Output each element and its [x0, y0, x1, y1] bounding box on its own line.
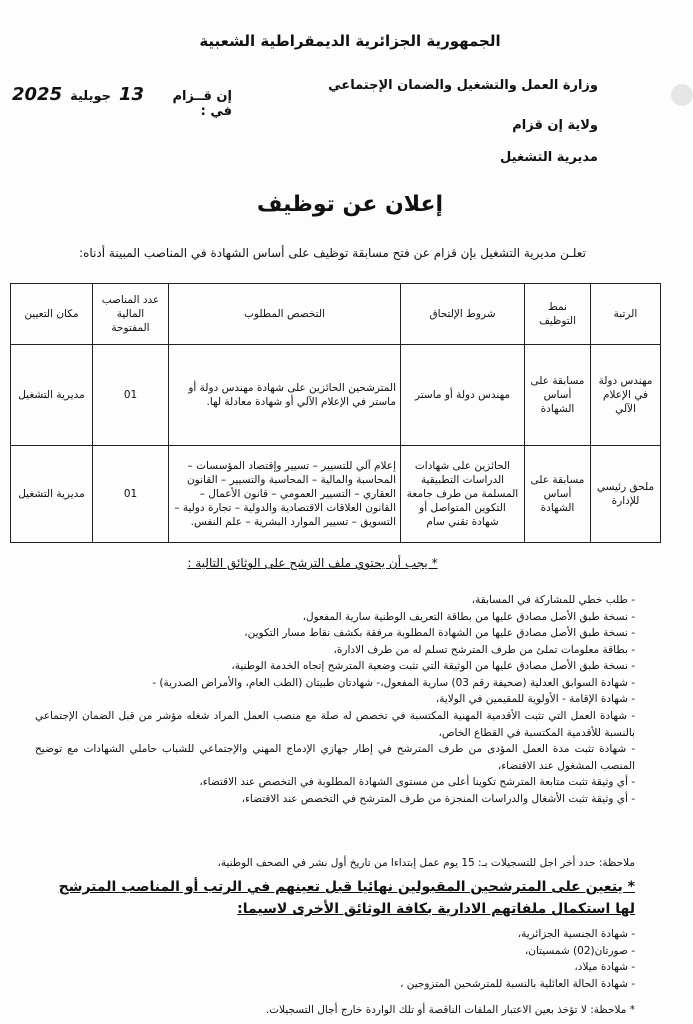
deadline-note: ملاحظة: حدد أخر اجل للتسجيلات بـ: 15 يوم عمل إبتداءا من تاريخ أول نشر في الصحف الوطنية، [217, 857, 635, 869]
list-item: - شهادة العمل التي تثبت الأقدمية المهنية المكتسبة في تخصص له صلة مع منصب العمل المراد شغله مؤشر من قبل الضمان الإجتماعي بالنسبة للأقدمية المكتسبة في القطاع الخاص، [35, 710, 635, 739]
list-item: - شهادة الحالة العائلية بالنسبة للمترشحين المتزوجين ، [399, 977, 635, 990]
list-item: - نسخة طبق الأصل مصادق عليها من الوثيقة التي تثبت وضعية المترشح إتجاه الخدمة الوطنية، [231, 660, 635, 673]
cell-conditions: الحائزين على شهادات الدراسات التطبيقية المسلمة من طرف جامعة التكوين المتواصل أو شهادة تقني سام [401, 446, 525, 543]
cell-specialty: المترشحين الحائزين على شهادة مهندس دولة أو ماستر في الإعلام الآلي أو شهادة معادلة لها. [169, 345, 401, 446]
header-conditions: شروط الإلتحاق [401, 284, 525, 345]
wilaya-name: ولاية إن قزام [512, 118, 598, 133]
list-item: - شهادة تثبت مدة العمل المؤدى من طرف المترشح في إطار جهازي الإدماج المهني والإجتماعي للشباب حاملي الشهادات مع توضيح المنصب المشغول عند الاقتضاء، [35, 743, 635, 772]
cell-positions: 01 [93, 446, 169, 543]
date-month: جويلية [70, 89, 112, 104]
final-documents-list [35, 926, 635, 992]
header-specialty: التخصص المطلوب [169, 284, 401, 345]
directorate-name: مديرية التشغيل [500, 150, 598, 165]
warning-text: * يتعين على المترشحين المقبولين نهائيا قبل تعينهم في الرتب أو المناصب المترشح لها استكمال ملفاتهم الادارية بكافة الوثائق الأخرى لاسيما: [58, 879, 635, 918]
list-item: - أي وثيقة تثبت الأشغال والدراسات المنجزة من طرف المترشح في التخصص عند الاقتضاء، [241, 792, 635, 805]
republic-header: الجمهورية الجزائرية الديمقراطية الشعبية [199, 32, 501, 50]
list-item: - صورتان(02) شمسيتان، [524, 944, 635, 957]
cell-conditions: مهندس دولة أو ماستر [401, 345, 525, 446]
list-item: - شهادة الجنسية الجزائرية، [517, 928, 635, 940]
cell-place: مديرية التشغيل [11, 345, 93, 446]
table-row [11, 345, 661, 446]
list-item: - أي وثيقة تثبت متابعة المترشح تكوينا أعلى من مستوى الشهادة المطلوبة في التخصص عند الاقتضاء، [199, 776, 635, 789]
list-item: - بطاقة معلومات تملئ من طرف المترشح تسلم له من طرف الادارة، [333, 643, 635, 656]
header-rank: الرتبة [591, 284, 661, 345]
scroll-indicator[interactable] [671, 84, 693, 106]
place-label: إن قــزام في : [172, 89, 232, 119]
cell-mode: مسابقة على أساس الشهادة [525, 446, 591, 543]
cell-place: مديرية التشغيل [11, 446, 93, 543]
final-note: * ملاحظة: لا تؤخذ بعين الاعتبار الملفات الناقصة أو تلك الواردة خارج أجال التسجيلات. [265, 1004, 635, 1016]
positions-table [10, 283, 661, 543]
date-day: 13 [119, 84, 145, 105]
date-year: 2025 [12, 84, 63, 105]
cell-rank: مهندس دولة في الإعلام الآلي [591, 345, 661, 446]
header-positions: عدد المناصب المالية المفتوحة [93, 284, 169, 345]
intro-text: تعلـن مديرية التشغيل بإن قزام عن فتح مسابقة توظيف على أساس الشهادة في المناصب المبينة أدناه: [79, 246, 586, 260]
cell-rank: ملحق رئيسي للإدارة [591, 446, 661, 543]
table-header-row [11, 284, 661, 345]
ministry-name: وزارة العمل والتشغيل والضمان الإجتماعي [328, 78, 598, 93]
documents-title: * يجب أن يحتوي ملف الترشح على الوثائق التالية : [187, 556, 438, 570]
list-item: - نسخة طبق الأصل مصادق عليها من بطاقة التعريف الوطنية سارية المفعول، [302, 610, 635, 623]
header-mode: نمط التوظيف [525, 284, 591, 345]
cell-mode: مسابقة على أساس الشهادة [525, 345, 591, 446]
table-row [11, 446, 661, 543]
list-item: - نسخة طبق الأصل مصادق عليها من الشهادة المطلوبة مرفقة بكشف نقاط مسار التكوين، [244, 627, 635, 640]
list-item: - شهادة الإقامة - الأولوية للمقيمين في الولاية، [435, 693, 635, 706]
documents-list [35, 592, 635, 808]
page-title: إعلان عن توظيف [256, 192, 444, 217]
list-item: - شهادة السوابق العدلية (صحيفة رقم 03) سارية المفعول،- شهادتان طبيتان (الطب العام، والأمراض الصدرية) - [152, 676, 635, 689]
date-line [12, 84, 232, 119]
list-item: - شهادة ميلاد، [574, 961, 635, 974]
cell-specialty: إعلام آلي للتسيير – تسيير وإقتصاد المؤسسات – المحاسبة والمالية – المحاسبة والتسيير – القانون العقاري – التسيير العمومي – قانون الأعمال – القانون العلاقات الاقتصادية والدولية – تجارة دولية – التسويق – تسيير الموارد البشرية – علم النفس. [169, 446, 401, 543]
header-place: مكان التعيين [11, 284, 93, 345]
list-item: - طلب خطي للمشاركة في المسابقة، [471, 594, 635, 606]
cell-positions: 01 [93, 345, 169, 446]
